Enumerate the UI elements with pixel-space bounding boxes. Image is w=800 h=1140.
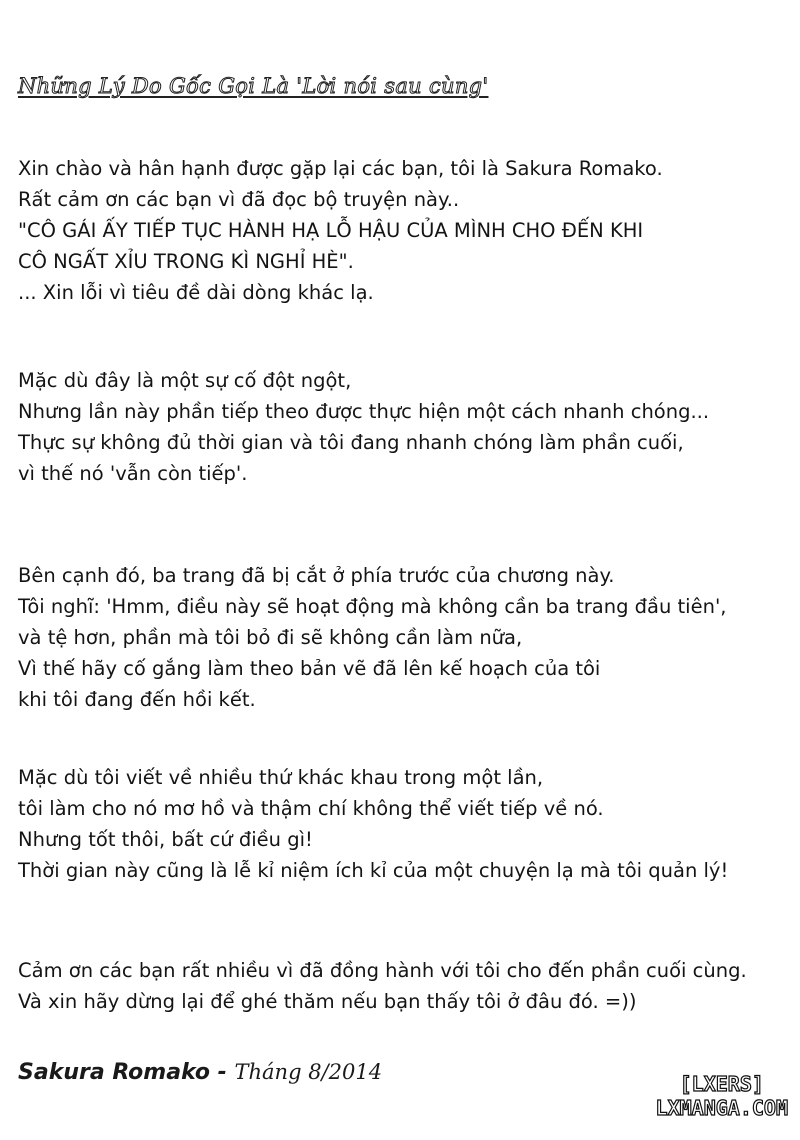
page-title: Những Lý Do Gốc Gọi Là 'Lời nói sau cùng'	[18, 74, 489, 98]
text-line: Vì thế hãy cố gắng làm theo bản vẽ đã lên kế hoạch của tôi	[18, 657, 601, 680]
site-watermark	[656, 1072, 788, 1120]
watermark-site: LXMANGA.COM	[655, 1096, 788, 1120]
text-line: Thực sự không đủ thời gian và tôi đang nhanh chóng làm phần cuối,	[18, 431, 684, 454]
text-line: ... Xin lỗi vì tiêu đề dài dòng khác lạ.	[18, 281, 374, 304]
paragraph-thanks	[18, 955, 747, 1017]
watermark-group: [LXERS]	[679, 1072, 764, 1096]
author-signature	[18, 1060, 382, 1085]
paragraph-cut-pages	[18, 560, 727, 715]
text-line: Nhưng tốt thôi, bất cứ điều gì!	[18, 828, 313, 851]
text-line: khi tôi đang đến hồi kết.	[18, 688, 256, 711]
text-line: Mặc dù tôi viết về nhiều thứ khác khau trong một lần,	[18, 766, 544, 789]
author-name: Sakura Romako -	[18, 1060, 227, 1085]
text-line: Cảm ơn các bạn rất nhiều vì đã đồng hành với tôi cho đến phần cuối cùng.	[18, 959, 747, 982]
text-line: Bên cạnh đó, ba trang đã bị cắt ở phía trước của chương này.	[18, 564, 615, 587]
text-line: Và xin hãy dừng lại để ghé thăm nếu bạn thấy tôi ở đâu đó. =))	[18, 990, 637, 1013]
text-line: Nhưng lần này phần tiếp theo được thực hiện một cách nhanh chóng...	[18, 400, 710, 423]
paragraph-greeting	[18, 153, 663, 308]
text-line: vì thế nó 'vẫn còn tiếp'.	[18, 462, 248, 485]
paragraph-sequel	[18, 365, 709, 489]
text-line: "CÔ GÁI ẤY TIẾP TỤC HÀNH HẠ LỖ HẬU CỦA MÌNH CHO ĐẾN KHI	[18, 219, 644, 242]
text-line: CÔ NGẤT XỈU TRONG KÌ NGHỈ HÈ".	[18, 250, 354, 273]
text-line: Tôi nghĩ: 'Hmm, điều này sẽ hoạt động mà không cần ba trang đầu tiên',	[18, 595, 727, 618]
text-line: Rất cảm ơn các bạn vì đã đọc bộ truyện này..	[18, 188, 460, 211]
text-line: Mặc dù đây là một sự cố đột ngột,	[18, 369, 352, 392]
text-line: tôi làm cho nó mơ hồ và thậm chí không thể viết tiếp về nó.	[18, 797, 604, 820]
text-line: và tệ hơn, phần mà tôi bỏ đi sẽ không cần làm nữa,	[18, 626, 523, 649]
paragraph-anniversary	[18, 762, 728, 886]
signature-date: Tháng 8/2014	[234, 1060, 383, 1084]
text-line: Thời gian này cũng là lễ kỉ niệm ích kỉ của một chuyện lạ mà tôi quản lý!	[18, 859, 729, 882]
text-line: Xin chào và hân hạnh được gặp lại các bạn, tôi là Sakura Romako.	[18, 157, 663, 180]
